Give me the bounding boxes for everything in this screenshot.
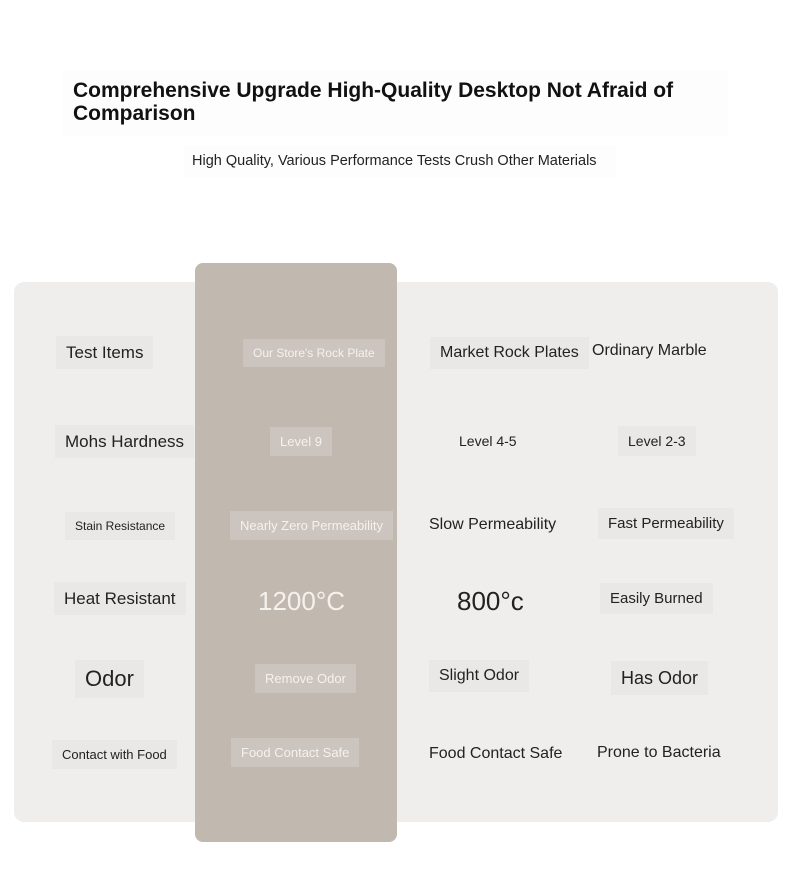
row-stain-resistance-marble: Fast Permeability bbox=[598, 508, 734, 539]
row-heat-resistant-market: 800°c bbox=[457, 586, 524, 616]
page-title: Comprehensive Upgrade High-Quality Desktop Not Afraid of Comparison bbox=[73, 79, 674, 125]
row-food-contact-marble: Prone to Bacteria bbox=[597, 744, 721, 761]
row-food-contact-label: Contact with Food bbox=[52, 740, 177, 769]
row-heat-resistant-marble: Easily Burned bbox=[600, 583, 713, 614]
row-mohs-hardness-market: Level 4-5 bbox=[459, 433, 517, 449]
row-mohs-hardness-label: Mohs Hardness bbox=[55, 425, 194, 458]
row-heat-resistant-store: 1200°C bbox=[258, 586, 346, 616]
row-stain-resistance-market: Slow Permeability bbox=[429, 516, 557, 533]
row-mohs-hardness-marble: Level 2-3 bbox=[618, 426, 696, 456]
row-odor-market: Slight Odor bbox=[429, 660, 529, 692]
row-stain-resistance-store: Nearly Zero Permeability bbox=[230, 511, 393, 540]
row-stain-resistance-label: Stain Resistance bbox=[65, 512, 175, 540]
row-odor-label: Odor bbox=[75, 660, 144, 698]
header-test-items: Test Items bbox=[56, 336, 153, 369]
row-food-contact-store: Food Contact Safe bbox=[231, 738, 359, 767]
header-our-store: Our Store's Rock Plate bbox=[243, 339, 385, 367]
row-food-contact-market: Food Contact Safe bbox=[429, 745, 563, 762]
page-subtitle: High Quality, Various Performance Tests Crush Other Materials bbox=[192, 153, 597, 169]
row-odor-marble: Has Odor bbox=[611, 661, 708, 695]
header-market-plates: Market Rock Plates bbox=[430, 337, 589, 369]
row-heat-resistant-label: Heat Resistant bbox=[54, 582, 186, 615]
row-mohs-hardness-store: Level 9 bbox=[270, 427, 332, 456]
row-odor-store: Remove Odor bbox=[255, 664, 356, 693]
header-ordinary-marble: Ordinary Marble bbox=[592, 342, 707, 359]
